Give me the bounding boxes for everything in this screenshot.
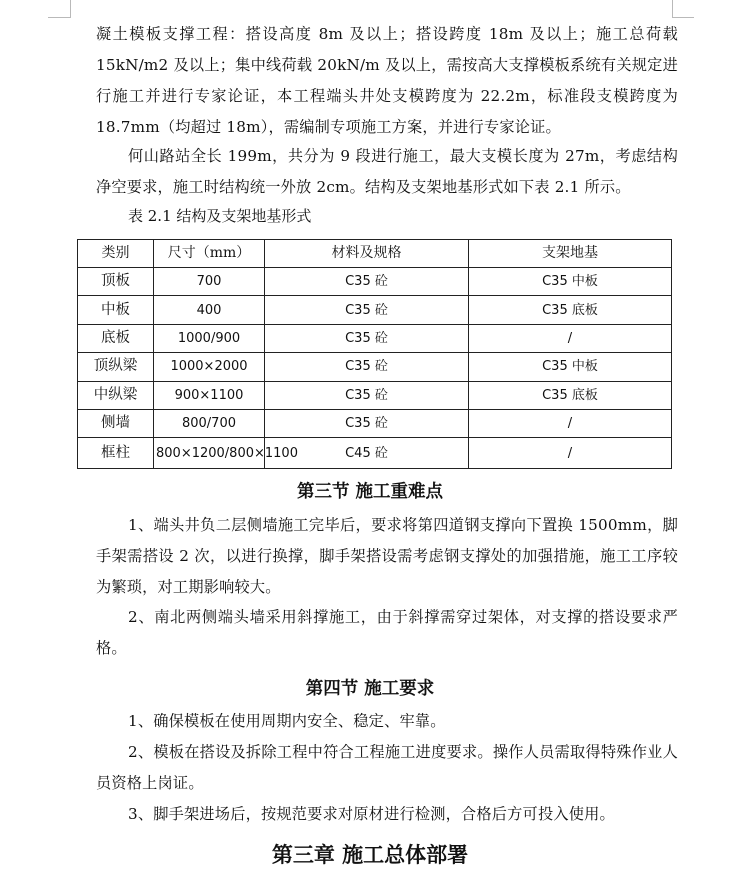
- cell-foundation: C35 底板: [469, 296, 672, 324]
- intro-paragraph-1: 凝土模板支撑工程：搭设高度 8m 及以上；搭设跨度 18m 及以上；施工总荷载 15kN/m2 及以上；集中线荷载 20kN/m 及以上，需按高大支撑模板系统有关规定进行施工并进行专家论证，本工程端头井处支模跨度为 22.2m，标准段支模跨度为 18.7mm（均超过 18m），需编制专项施工方案，并进行专家论证。: [96, 25, 678, 136]
- cell-category: 中板: [78, 296, 154, 324]
- table-row: [78, 438, 672, 469]
- section-4-item-1: 1、确保模板在使用周期内安全、稳定、牢靠。: [128, 712, 446, 730]
- cell-size: 400: [154, 296, 265, 324]
- table-row: [78, 324, 672, 352]
- table-row: [78, 296, 672, 324]
- crop-mark-top-right-h: [672, 17, 694, 18]
- cell-category: 中纵梁: [78, 381, 154, 409]
- table-row: [78, 381, 672, 409]
- table-row: [78, 409, 672, 437]
- table-header-row: [78, 240, 672, 268]
- section-3-item-1: 1、端头井负二层侧墙施工完毕后，要求将第四道钢支撑向下置换 1500mm，脚手架需搭设 2 次，以进行换撑，脚手架搭设需考虑钢支撑处的加强措施，施工工序较为繁琐，对工期影响较大。: [96, 516, 678, 596]
- cell-material: C35 砼: [265, 381, 469, 409]
- crop-mark-top-left-h: [48, 17, 70, 18]
- table-caption: 表 2.1 结构及支架地基形式: [128, 207, 312, 225]
- section-4-item-2: 2、模板在搭设及拆除工程中符合工程施工进度要求。操作人员需取得特殊作业人员资格上岗证。: [96, 743, 678, 792]
- header-material: 材料及规格: [265, 240, 469, 268]
- cell-material: C35 砼: [265, 296, 469, 324]
- cell-size: 900×1100: [154, 381, 265, 409]
- cell-foundation: C35 底板: [469, 381, 672, 409]
- cell-category: 侧墙: [78, 409, 154, 437]
- cell-foundation: /: [469, 409, 672, 437]
- section-4-heading: 第四节 施工要求: [305, 679, 435, 699]
- intro-paragraph-2: 何山路站全长 199m，共分为 9 段进行施工，最大支模长度为 27m，考虑结构净空要求，施工时结构统一外放 2cm。结构及支架地基形式如下表 2.1 所示。: [96, 147, 678, 196]
- table-row: [78, 268, 672, 296]
- cell-material: C35 砼: [265, 268, 469, 296]
- cell-material: C45 砼: [265, 438, 469, 469]
- cell-size: 1000×2000: [154, 353, 265, 381]
- cell-foundation: C35 中板: [469, 268, 672, 296]
- cell-size: 800/700: [154, 409, 265, 437]
- structure-foundation-table: [77, 239, 672, 469]
- crop-mark-top-right-v: [672, 0, 673, 18]
- cell-size: 800×1200/800×1100: [154, 438, 265, 469]
- table-row: [78, 353, 672, 381]
- cell-material: C35 砼: [265, 409, 469, 437]
- cell-category: 顶板: [78, 268, 154, 296]
- cell-foundation: /: [469, 324, 672, 352]
- section-3-item-2: 2、南北两侧端头墙采用斜撑施工，由于斜撑需穿过架体，对支撑的搭设要求严格。: [96, 608, 678, 657]
- cell-material: C35 砼: [265, 324, 469, 352]
- cell-foundation: /: [469, 438, 672, 469]
- cell-size: 700: [154, 268, 265, 296]
- header-size: 尺寸（mm）: [154, 240, 265, 268]
- cell-category: 顶纵梁: [78, 353, 154, 381]
- chapter-3-heading: 第三章 施工总体部署: [271, 842, 469, 867]
- crop-mark-top-left-v: [70, 0, 71, 18]
- section-4-item-3: 3、脚手架进场后，按规范要求对原材进行检测，合格后方可投入使用。: [128, 805, 615, 823]
- cell-category: 框柱: [78, 438, 154, 469]
- cell-category: 底板: [78, 324, 154, 352]
- header-support-foundation: 支架地基: [469, 240, 672, 268]
- section-3-heading: 第三节 施工重难点: [296, 482, 444, 502]
- cell-foundation: C35 中板: [469, 353, 672, 381]
- cell-size: 1000/900: [154, 324, 265, 352]
- cell-material: C35 砼: [265, 353, 469, 381]
- header-category: 类别: [78, 240, 154, 268]
